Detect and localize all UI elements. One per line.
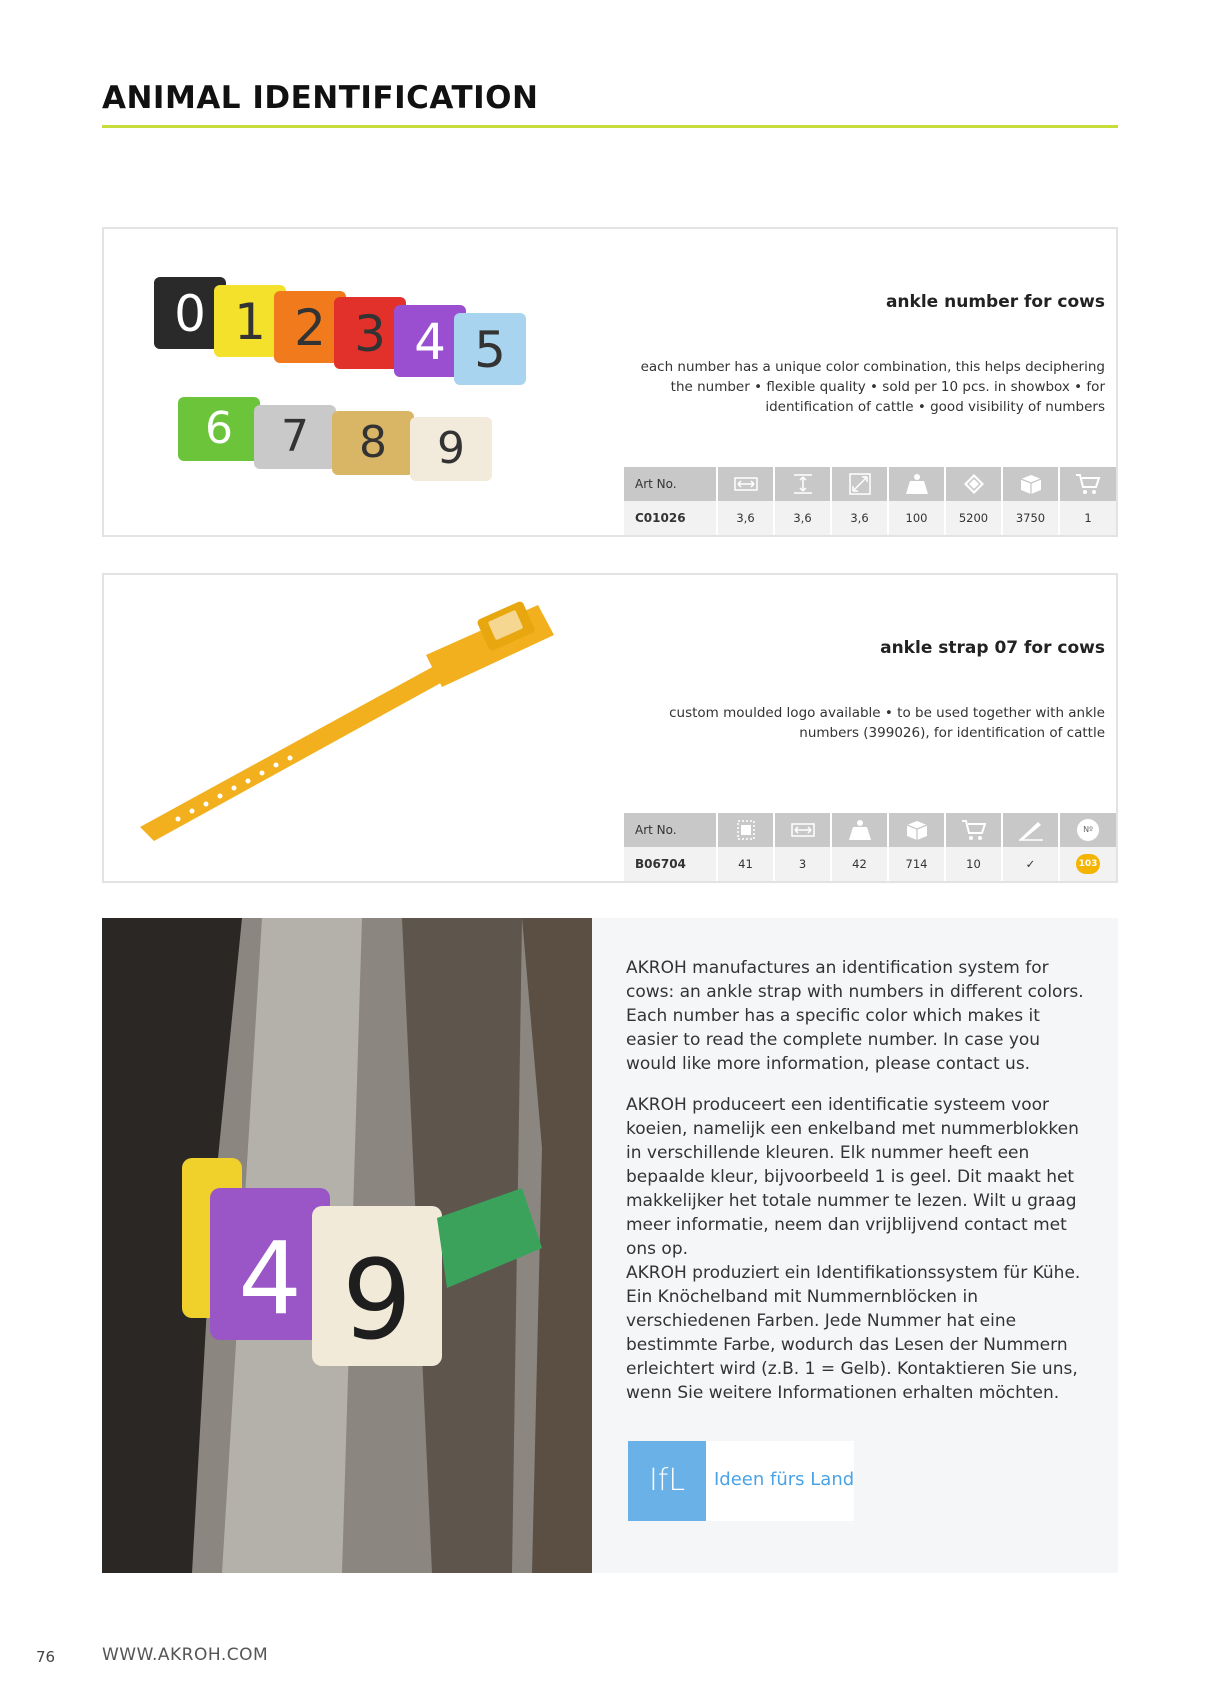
digit-8: 8 (359, 417, 387, 468)
digit-4: 4 (414, 313, 446, 371)
width-value: 3 (774, 847, 831, 881)
box-value: 3750 (1002, 501, 1059, 535)
digit-9: 9 (437, 423, 465, 474)
product-title: ankle strap 07 for cows (880, 638, 1105, 658)
photo-digit-9: 9 (342, 1236, 412, 1364)
product-title: ankle number for cows (885, 292, 1105, 312)
ifl-logo (628, 1441, 854, 1521)
box-icon (1002, 467, 1059, 501)
art-no-value: C01026 (624, 501, 717, 535)
digit-3: 3 (354, 305, 386, 363)
cart-icon (1059, 467, 1116, 501)
digit-6: 6 (205, 403, 233, 454)
info-paragraph-de: AKROH produziert ein Identifikationssystem für Kühe. Ein Knöchelband mit Nummernblöcken in verschiedenen Farben. Jede Nummer hat eine bestimmte Farbe, wodurch das Lesen der Nummern erleichtert wird (z.B. 1 = Gelb). Kontaktieren Sie uns, wenn Sie weitere Informationen erhalten möchten. (626, 1263, 1081, 1403)
table-row (624, 501, 1116, 535)
cart-value: 1 (1059, 501, 1116, 535)
height-arrow-icon (774, 467, 831, 501)
digit-5: 5 (474, 321, 506, 379)
width-value: 3,6 (717, 501, 774, 535)
page-title: ANIMAL IDENTIFICATION (102, 80, 539, 116)
diagonal-value: 3,6 (831, 501, 888, 535)
art-no-header: Art No. (624, 813, 717, 847)
ifl-logo-text: Ideen fürs Land (714, 1469, 855, 1490)
ankle-numbers-image (126, 249, 594, 499)
width-arrow-icon (717, 467, 774, 501)
art-no-value: B06704 (624, 847, 717, 881)
photo-digit-4: 4 (238, 1220, 302, 1337)
number-symbol: Nº (1077, 819, 1099, 841)
product-card-ankle-number (102, 227, 1118, 537)
table-row (624, 847, 1116, 881)
digit-0: 0 (174, 285, 206, 343)
spec-table (624, 467, 1116, 535)
footer-url[interactable]: WWW.AKROH.COM (102, 1645, 269, 1665)
height-value: 3,6 (774, 501, 831, 535)
product-description: custom moulded logo available • to be used together with ankle numbers (399026), for identification of cattle (669, 705, 1105, 741)
box-icon (888, 813, 945, 847)
weight-value: 100 (888, 501, 945, 535)
cow-leg-photo (102, 918, 592, 1573)
product-card-ankle-strap (102, 573, 1118, 883)
page-number: 76 (36, 1648, 56, 1666)
cart-icon (945, 813, 1002, 847)
width-arrow-icon (774, 813, 831, 847)
info-panel (592, 918, 1118, 1573)
ifl-logo-mark: IfL (628, 1441, 706, 1521)
spec-table (624, 813, 1116, 881)
weight-icon (831, 813, 888, 847)
title-rule (102, 125, 1118, 128)
pallet-value: 5200 (945, 501, 1002, 535)
digit-2: 2 (294, 299, 326, 357)
page-reference-badge: 103 (1076, 854, 1100, 874)
number-icon (1059, 813, 1116, 847)
length-icon (717, 813, 774, 847)
weight-icon (888, 467, 945, 501)
info-paragraph-en: AKROH manufactures an identification system for cows: an ankle strap with numbers in different colors. Each number has a specific color which makes it easier to read the complete number. In case you would like more information, please contact us. (626, 958, 1084, 1074)
page-reference-cell (1059, 847, 1116, 881)
weight-value: 42 (831, 847, 888, 881)
pen-icon (1002, 813, 1059, 847)
digit-7: 7 (281, 411, 309, 462)
length-value: 41 (717, 847, 774, 881)
art-no-header: Art No. (624, 467, 717, 501)
diagonal-arrow-icon (831, 467, 888, 501)
info-paragraph-nl: AKROH produceert een identificatie systeem voor koeien, namelijk een enkelband met nummerblokken in verschillende kleuren. Elk nummer heeft een bepaalde kleur, bijvoorbeeld 1 is geel. Dit maakt het makkelijker het totale nummer te lezen. Wilt u graag meer informatie, neem dan vrijblijvend contact met ons op. (626, 1095, 1079, 1259)
box-value: 714 (888, 847, 945, 881)
digit-1: 1 (234, 293, 266, 351)
logo-available-check: ✓ (1002, 847, 1059, 881)
ankle-strap-image (126, 595, 594, 845)
product-description: each number has a unique color combination, this helps deciphering the number • flexible quality • sold per 10 pcs. in showbox • for identification of cattle • good visibility of numbers (640, 359, 1105, 415)
pallet-icon (945, 467, 1002, 501)
cart-value: 10 (945, 847, 1002, 881)
